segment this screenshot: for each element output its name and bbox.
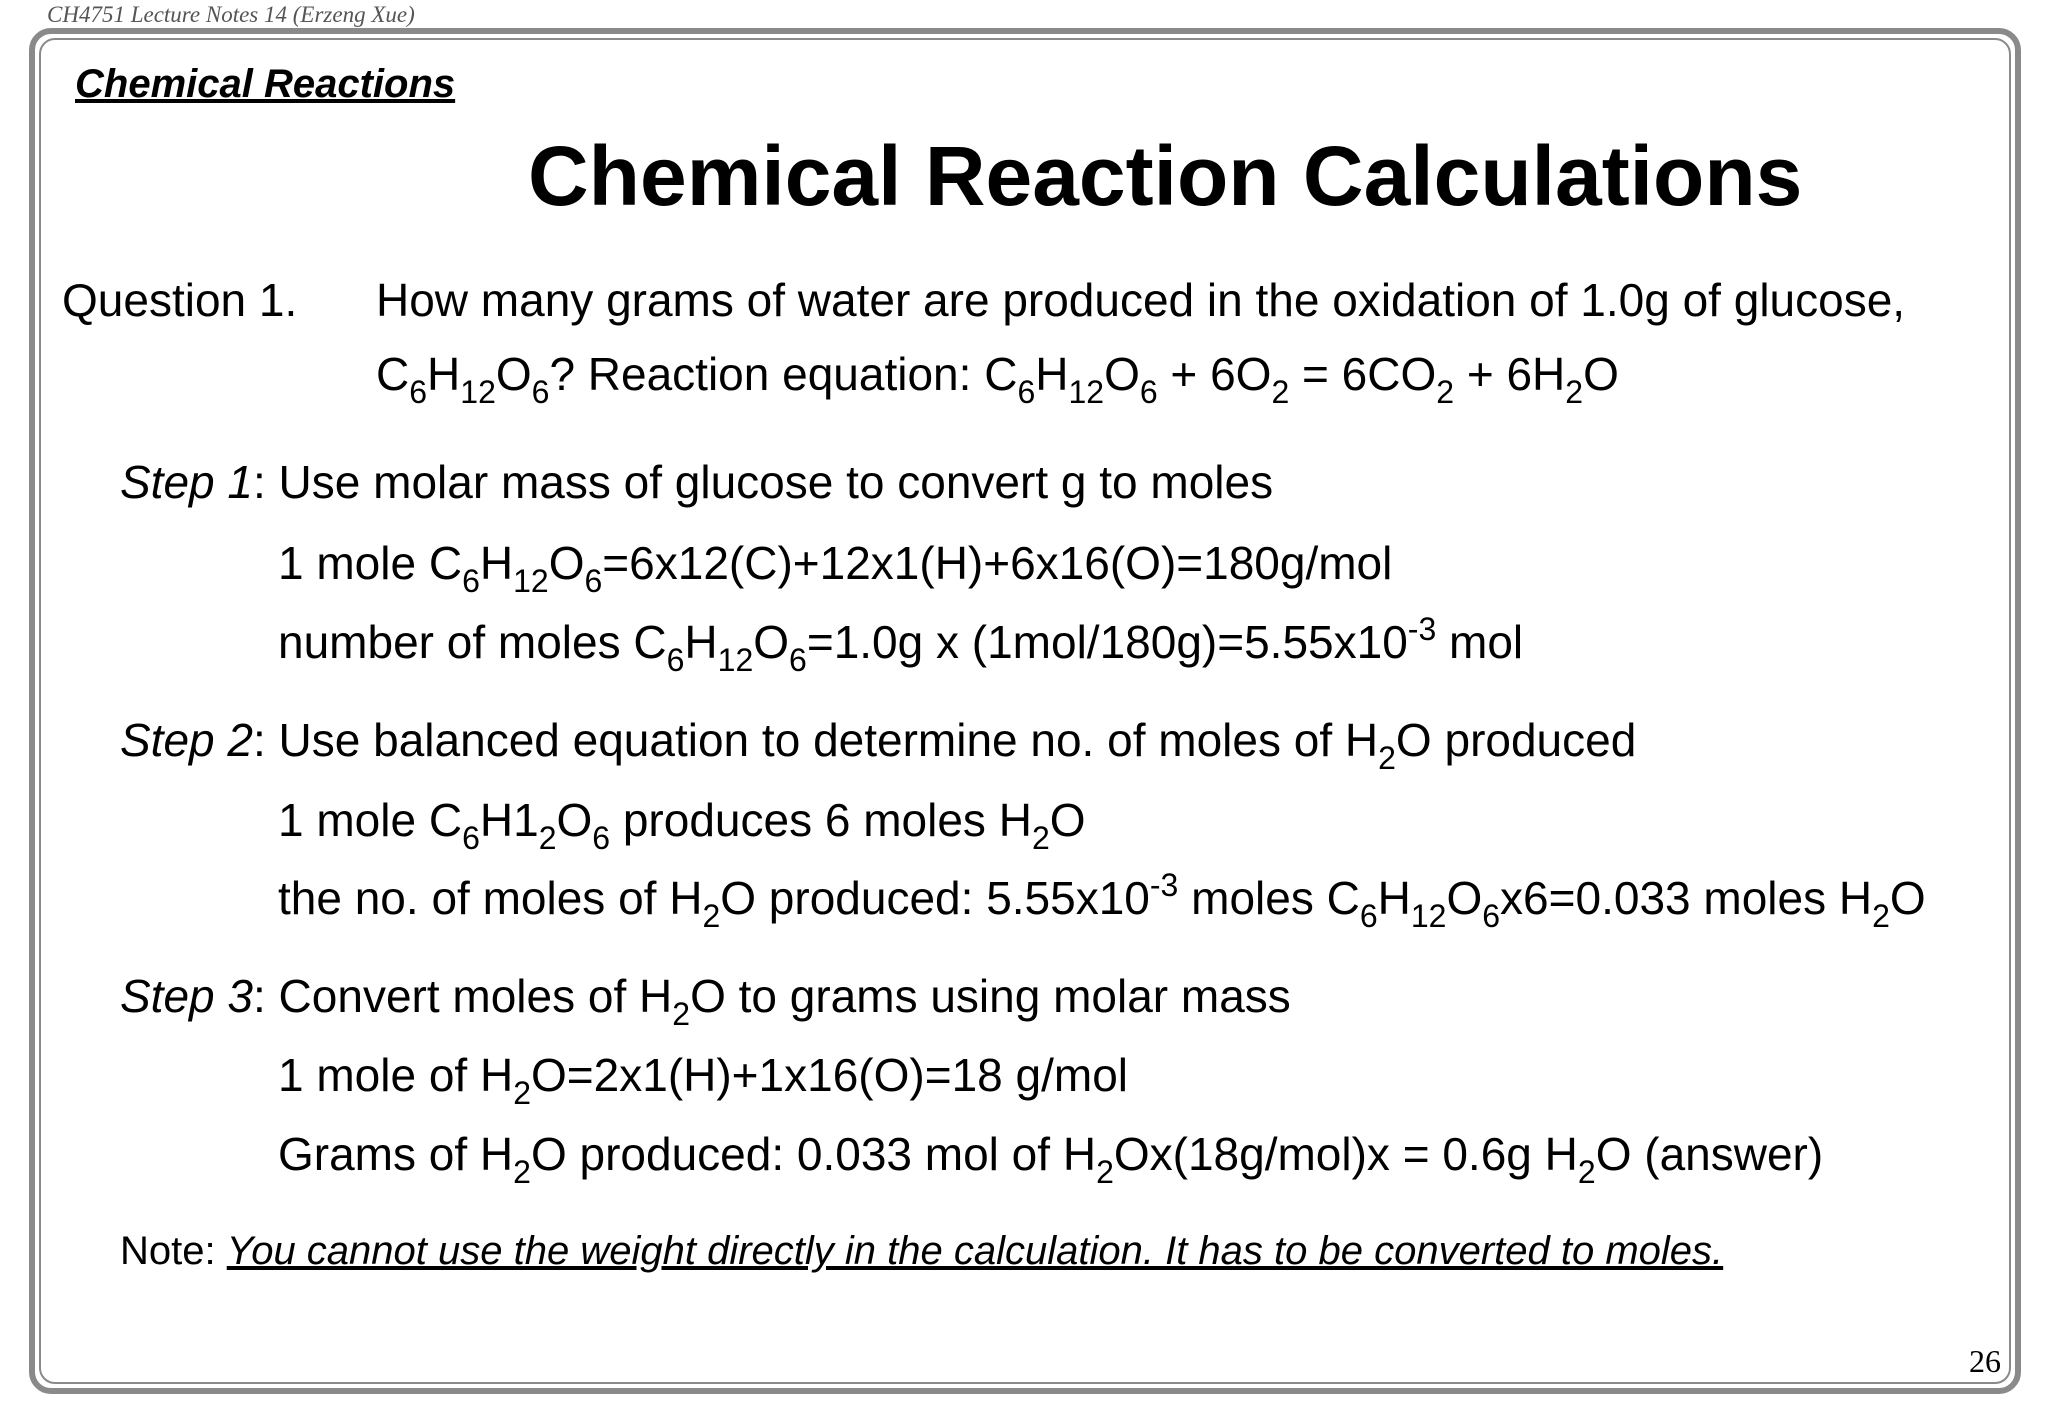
step2-label: Step 2: [120, 714, 253, 766]
slide-frame: [29, 28, 2021, 1394]
glucose-formula: $C_6H_{12}O_6$: [633, 616, 807, 678]
section-heading: Chemical Reactions: [75, 62, 456, 106]
glucose-formula: $C_6H_{12}O_6$: [376, 348, 550, 410]
note-line: [120, 1226, 1723, 1276]
step1-heading: Step 1: Use molar mass of glucose to convert g to moles: [120, 456, 1274, 508]
step1-label: Step 1: [120, 456, 253, 508]
step3-line1: 1 mole of $H_2O=2x1(H)+1x16(O)=18$ g/mol: [278, 1049, 1129, 1111]
glucose-formula: $C_6H_{12}O_6$: [428, 537, 603, 599]
note-label: Note:: [120, 1229, 227, 1273]
question-text: How many grams of water are produced in the oxidation of 1.0g of glucose,: [376, 274, 1906, 326]
slide-title: Chemical Reaction Calculations: [528, 129, 1803, 223]
glucose-formula: $C_6H_{12}O_6$: [1326, 872, 1501, 934]
step2-heading: Step 2: Use balanced equation to determine no. of moles of $H_2O$ produced: [120, 714, 1637, 776]
step2-line1: 1 mole $C_6H1_2O_6$ produces 6 moles $H_2O$: [278, 794, 1086, 856]
step2-line2: the no. of moles of $H_2O$ produced: $5.55x10^{-3}$ moles $C_6H_{12}O_6x6=0.033$ moles $H_2O$: [278, 867, 1926, 934]
note-text: You cannot use the weight directly in the calculation. It has to be converted to moles.: [226, 1229, 1724, 1273]
step3-heading: Step 3: Convert moles of $H_2O$ to grams using molar mass: [120, 970, 1291, 1032]
lecture-header-note: CH4751 Lecture Notes 14 (Erzeng Xue): [47, 2, 415, 27]
step1-line1: 1 mole $C_6H_{12}O_6=6x12(C)+12x1(H)+6x16(O)=180g$/mol: [278, 537, 1393, 599]
reaction-equation-line: $C_6H_{12}O_6$? Reaction equation: $C_6H_{12}O_6 + 6O_2 = 6CO_2 + 6H_2O$: [376, 348, 1619, 410]
step1-line2: number of moles $C_6H_{12}O_6=1.0g$ x $(1mol/180g)=5.55x10^{-3}$ mol: [278, 611, 1524, 678]
glucose-formula: $C_6H_{12}O_6$: [984, 348, 1158, 410]
step3-label: Step 3: [120, 970, 253, 1022]
page-number: 26: [1969, 1343, 2001, 1379]
step3-line2: Grams of $H_2O$ produced: 0.033 mol of $H_2Ox(18g/mol)x = 0.6g$ $H_2O$ (answer): [278, 1128, 1824, 1190]
question-label: Question 1.: [62, 274, 298, 326]
